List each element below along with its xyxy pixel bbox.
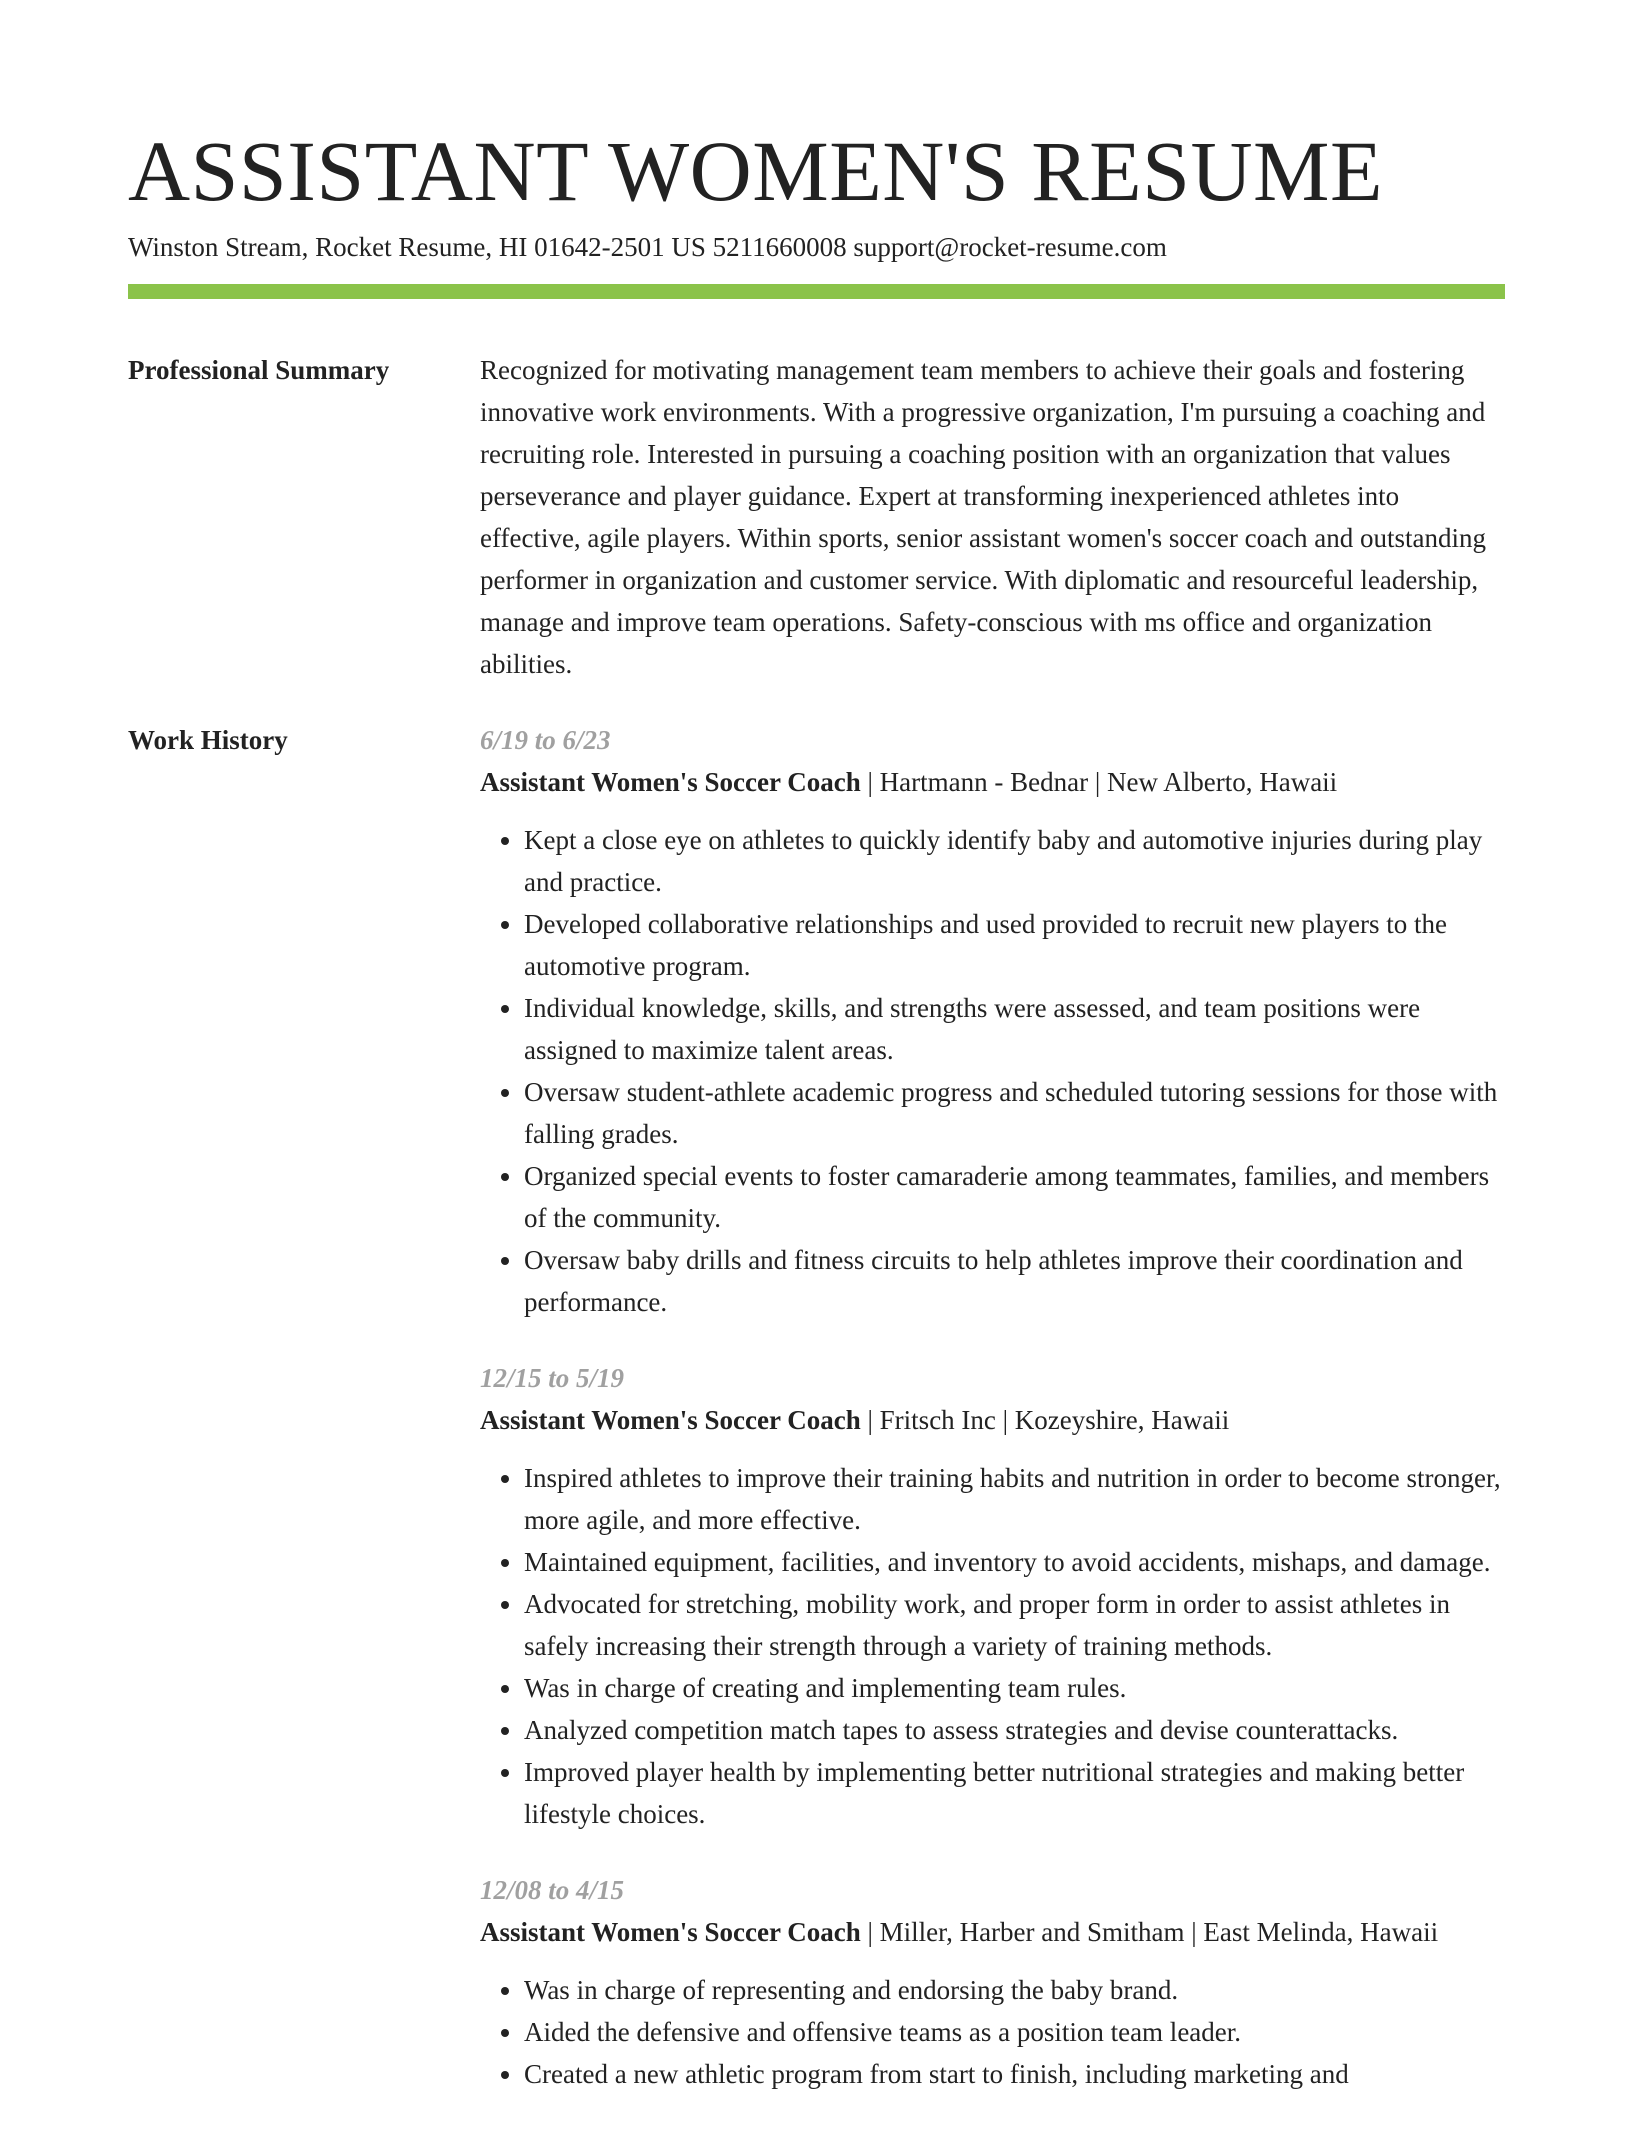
job-title: Assistant Women's Soccer Coach	[480, 1917, 861, 1947]
job-employer-location: | Fritsch Inc | Kozeyshire, Hawaii	[860, 1405, 1230, 1435]
section-label-summary: Professional Summary	[128, 355, 390, 385]
list-item: • Improved player health by implementing better nutritional strategies and making better lifestyle choices.	[524, 1751, 1505, 1835]
job-employer-location: | Miller, Harber and Smitham | East Melinda, Hawaii	[860, 1917, 1439, 1947]
job-list	[480, 719, 1505, 2129]
job-entry	[480, 1869, 1505, 2095]
job-dates: 12/08 to 4/15	[480, 1875, 625, 1905]
list-item: • Organized special events to foster camaraderie among teammates, families, and members of the community.	[524, 1155, 1505, 1239]
list-item: • Individual knowledge, skills, and strengths were assessed, and team positions were assigned to maximize talent areas.	[524, 987, 1505, 1071]
list-item: • Advocated for stretching, mobility work, and proper form in order to assist athletes in safely increasing their strength through a variety of training methods.	[524, 1583, 1505, 1667]
job-title: Assistant Women's Soccer Coach	[480, 767, 861, 797]
list-item: • Developed collaborative relationships and used provided to recruit new players to the automotive program.	[524, 903, 1505, 987]
list-item: • Aided the defensive and offensive teams as a position team leader.	[524, 2011, 1505, 2053]
list-item: • Was in charge of representing and endorsing the baby brand.	[524, 1969, 1505, 2011]
list-item: • Oversaw baby drills and fitness circuits to help athletes improve their coordination and performance.	[524, 1239, 1505, 1323]
job-heading	[480, 1911, 1505, 1953]
contact-info: Winston Stream, Rocket Resume, HI 01642-2501 US 5211660008 support@rocket-resume.com	[128, 232, 1167, 262]
job-dates: 12/15 to 5/19	[480, 1363, 625, 1393]
job-dates: 6/19 to 6/23	[480, 725, 611, 755]
work-history-section	[128, 719, 1505, 2129]
job-employer-location: | Hartmann - Bednar | New Alberto, Hawaii	[860, 767, 1338, 797]
job-title: Assistant Women's Soccer Coach	[480, 1405, 861, 1435]
job-bullet-list	[480, 1969, 1505, 2095]
professional-summary-section	[128, 349, 1505, 685]
list-item: • Analyzed competition match tapes to assess strategies and devise counterattacks.	[524, 1709, 1505, 1751]
resume-title: ASSISTANT WOMEN'S RESUME	[128, 123, 1384, 219]
list-item: • Was in charge of creating and implementing team rules.	[524, 1667, 1505, 1709]
section-label-work: Work History	[128, 725, 288, 755]
summary-text: Recognized for motivating management team members to achieve their goals and fostering innovative work environments. With a progressive organization, I'm pursuing a coaching and recruiting role. Interested in pursuing a coaching position with an organization that values perseverance and player guidance. Expert at transforming inexperienced athletes into effective, agile players. Within sports, senior assistant women's soccer coach and outstanding performer in organization and customer service. With diplomatic and resourceful leadership, manage and improve team operations. Safety-conscious with ms office and organization abilities.	[480, 355, 1487, 679]
list-item: • Oversaw student-athlete academic progress and scheduled tutoring sessions for those with falling grades.	[524, 1071, 1505, 1155]
resume-page	[128, 0, 1505, 2129]
job-heading	[480, 1399, 1505, 1441]
list-item: • Inspired athletes to improve their training habits and nutrition in order to become stronger, more agile, and more effective.	[524, 1457, 1505, 1541]
job-bullet-list	[480, 1457, 1505, 1835]
list-item: • Maintained equipment, facilities, and inventory to avoid accidents, mishaps, and damage.	[524, 1541, 1505, 1583]
job-heading	[480, 761, 1505, 803]
job-bullet-list	[480, 819, 1505, 1323]
list-item: • Created a new athletic program from start to finish, including marketing and	[524, 2053, 1505, 2095]
job-entry	[480, 1357, 1505, 1835]
list-item: • Kept a close eye on athletes to quickly identify baby and automotive injuries during play and practice.	[524, 819, 1505, 903]
job-entry	[480, 719, 1505, 1323]
accent-divider	[128, 284, 1505, 299]
